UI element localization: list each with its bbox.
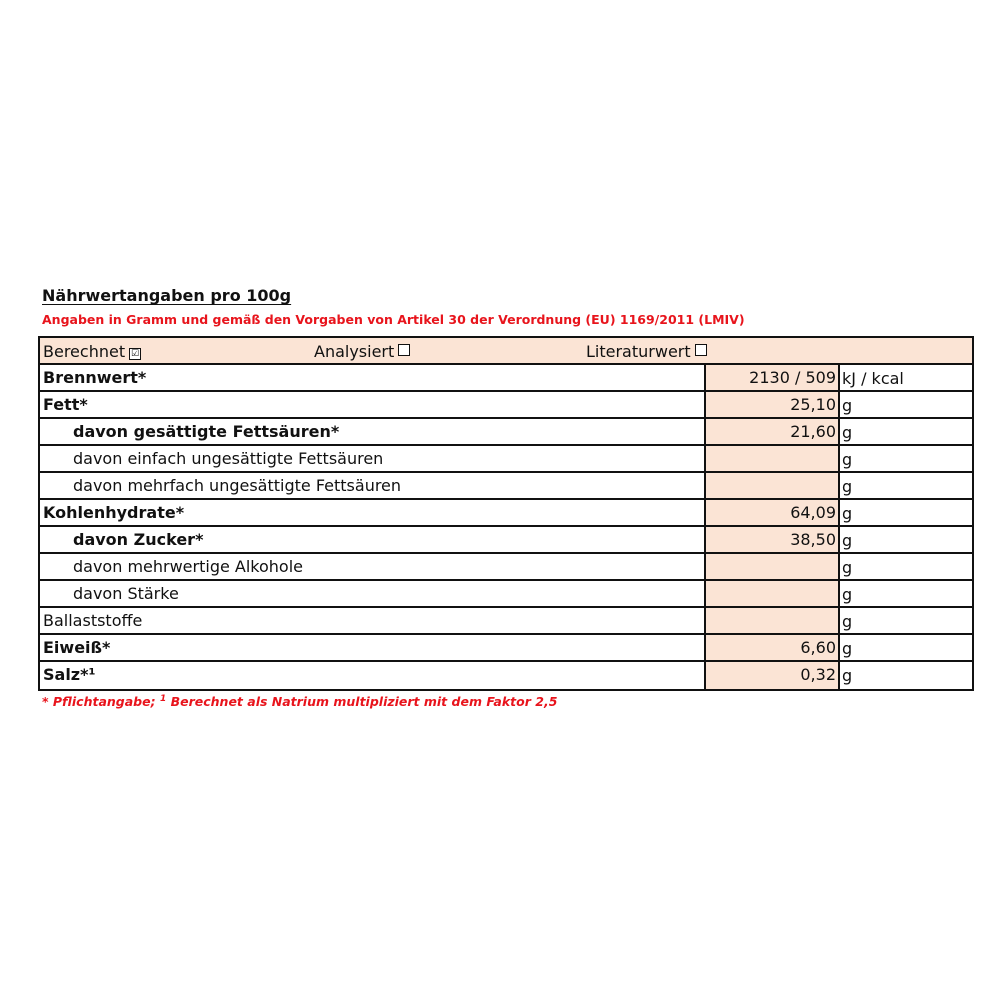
nutrient-label: davon gesättigte Fettsäuren*	[40, 419, 706, 444]
nutrient-label: Brennwert*	[40, 365, 706, 390]
table-row	[40, 500, 972, 527]
nutrient-value: 6,60	[706, 635, 840, 660]
nutrient-value	[706, 473, 840, 498]
nutrient-label: davon Stärke	[40, 581, 706, 606]
nutrient-unit: g	[842, 450, 853, 469]
nutrient-value	[706, 608, 840, 633]
table-row	[40, 635, 972, 662]
method-analysiert[interactable]	[314, 342, 410, 361]
nutrient-value	[706, 581, 840, 606]
method-literaturwert[interactable]	[586, 342, 707, 361]
table-row	[40, 419, 972, 446]
table-row	[40, 365, 972, 392]
nutrient-value: 21,60	[706, 419, 840, 444]
nutrient-unit: kJ / kcal	[842, 369, 904, 388]
nutrient-value: 64,09	[706, 500, 840, 525]
nutrient-label: davon mehrfach ungesättigte Fettsäuren	[40, 473, 706, 498]
table-row	[40, 392, 972, 419]
nutrient-value	[706, 554, 840, 579]
checkbox-checked-icon[interactable]: ☑	[131, 349, 140, 359]
method-berechnet-label: Berechnet	[43, 342, 126, 361]
nutrient-unit: g	[842, 477, 853, 496]
table-row	[40, 608, 972, 635]
nutrient-value	[706, 446, 840, 471]
table-row	[40, 581, 972, 608]
nutrient-label: Ballaststoffe	[40, 608, 706, 633]
nutrition-table	[38, 336, 974, 691]
method-row	[40, 338, 972, 365]
method-literaturwert-label: Literaturwert	[586, 342, 691, 361]
nutrient-unit: g	[842, 666, 853, 685]
table-row	[40, 554, 972, 581]
nutrient-label: davon Zucker*	[40, 527, 706, 552]
method-analysiert-label: Analysiert	[314, 342, 395, 361]
footnote-mandatory: * Pflichtangabe;	[42, 694, 156, 710]
nutrient-value: 0,32	[706, 662, 840, 689]
nutrient-unit: g	[842, 531, 853, 550]
table-row	[40, 527, 972, 554]
nutrient-unit: g	[842, 558, 853, 577]
nutrient-unit: g	[842, 504, 853, 523]
nutrient-label: davon einfach ungesättigte Fettsäuren	[40, 446, 706, 471]
checkbox-unchecked-icon[interactable]	[398, 344, 410, 356]
nutrient-label: Kohlenhydrate*	[40, 500, 706, 525]
nutrient-label: Eiweiß*	[40, 635, 706, 660]
method-berechnet[interactable]	[43, 342, 141, 361]
nutrient-value: 25,10	[706, 392, 840, 417]
table-row	[40, 473, 972, 500]
footnote	[42, 694, 557, 709]
checkbox-unchecked-icon[interactable]	[695, 344, 707, 356]
page-title: Nährwertangaben pro 100g	[42, 286, 292, 305]
nutrient-value: 2130 / 509	[706, 365, 840, 390]
nutrient-value: 38,50	[706, 527, 840, 552]
nutrient-unit: g	[842, 639, 853, 658]
nutrient-unit: g	[842, 423, 853, 442]
footnote-marker: 1	[159, 694, 167, 704]
nutrient-unit: g	[842, 396, 853, 415]
nutrient-label: Fett*	[40, 392, 706, 417]
nutrient-label: Salz*¹	[40, 662, 706, 689]
table-row	[40, 662, 972, 689]
nutrient-unit: g	[842, 612, 853, 631]
footnote-sodium: Berechnet als Natrium multipliziert mit dem Faktor 2,5	[170, 694, 558, 710]
nutrient-label: davon mehrwertige Alkohole	[40, 554, 706, 579]
table-row	[40, 446, 972, 473]
regulation-subtitle: Angaben in Gramm und gemäß den Vorgaben von Artikel 30 der Verordnung (EU) 1169/2011 (LMIV)	[42, 312, 745, 327]
nutrient-unit: g	[842, 585, 853, 604]
